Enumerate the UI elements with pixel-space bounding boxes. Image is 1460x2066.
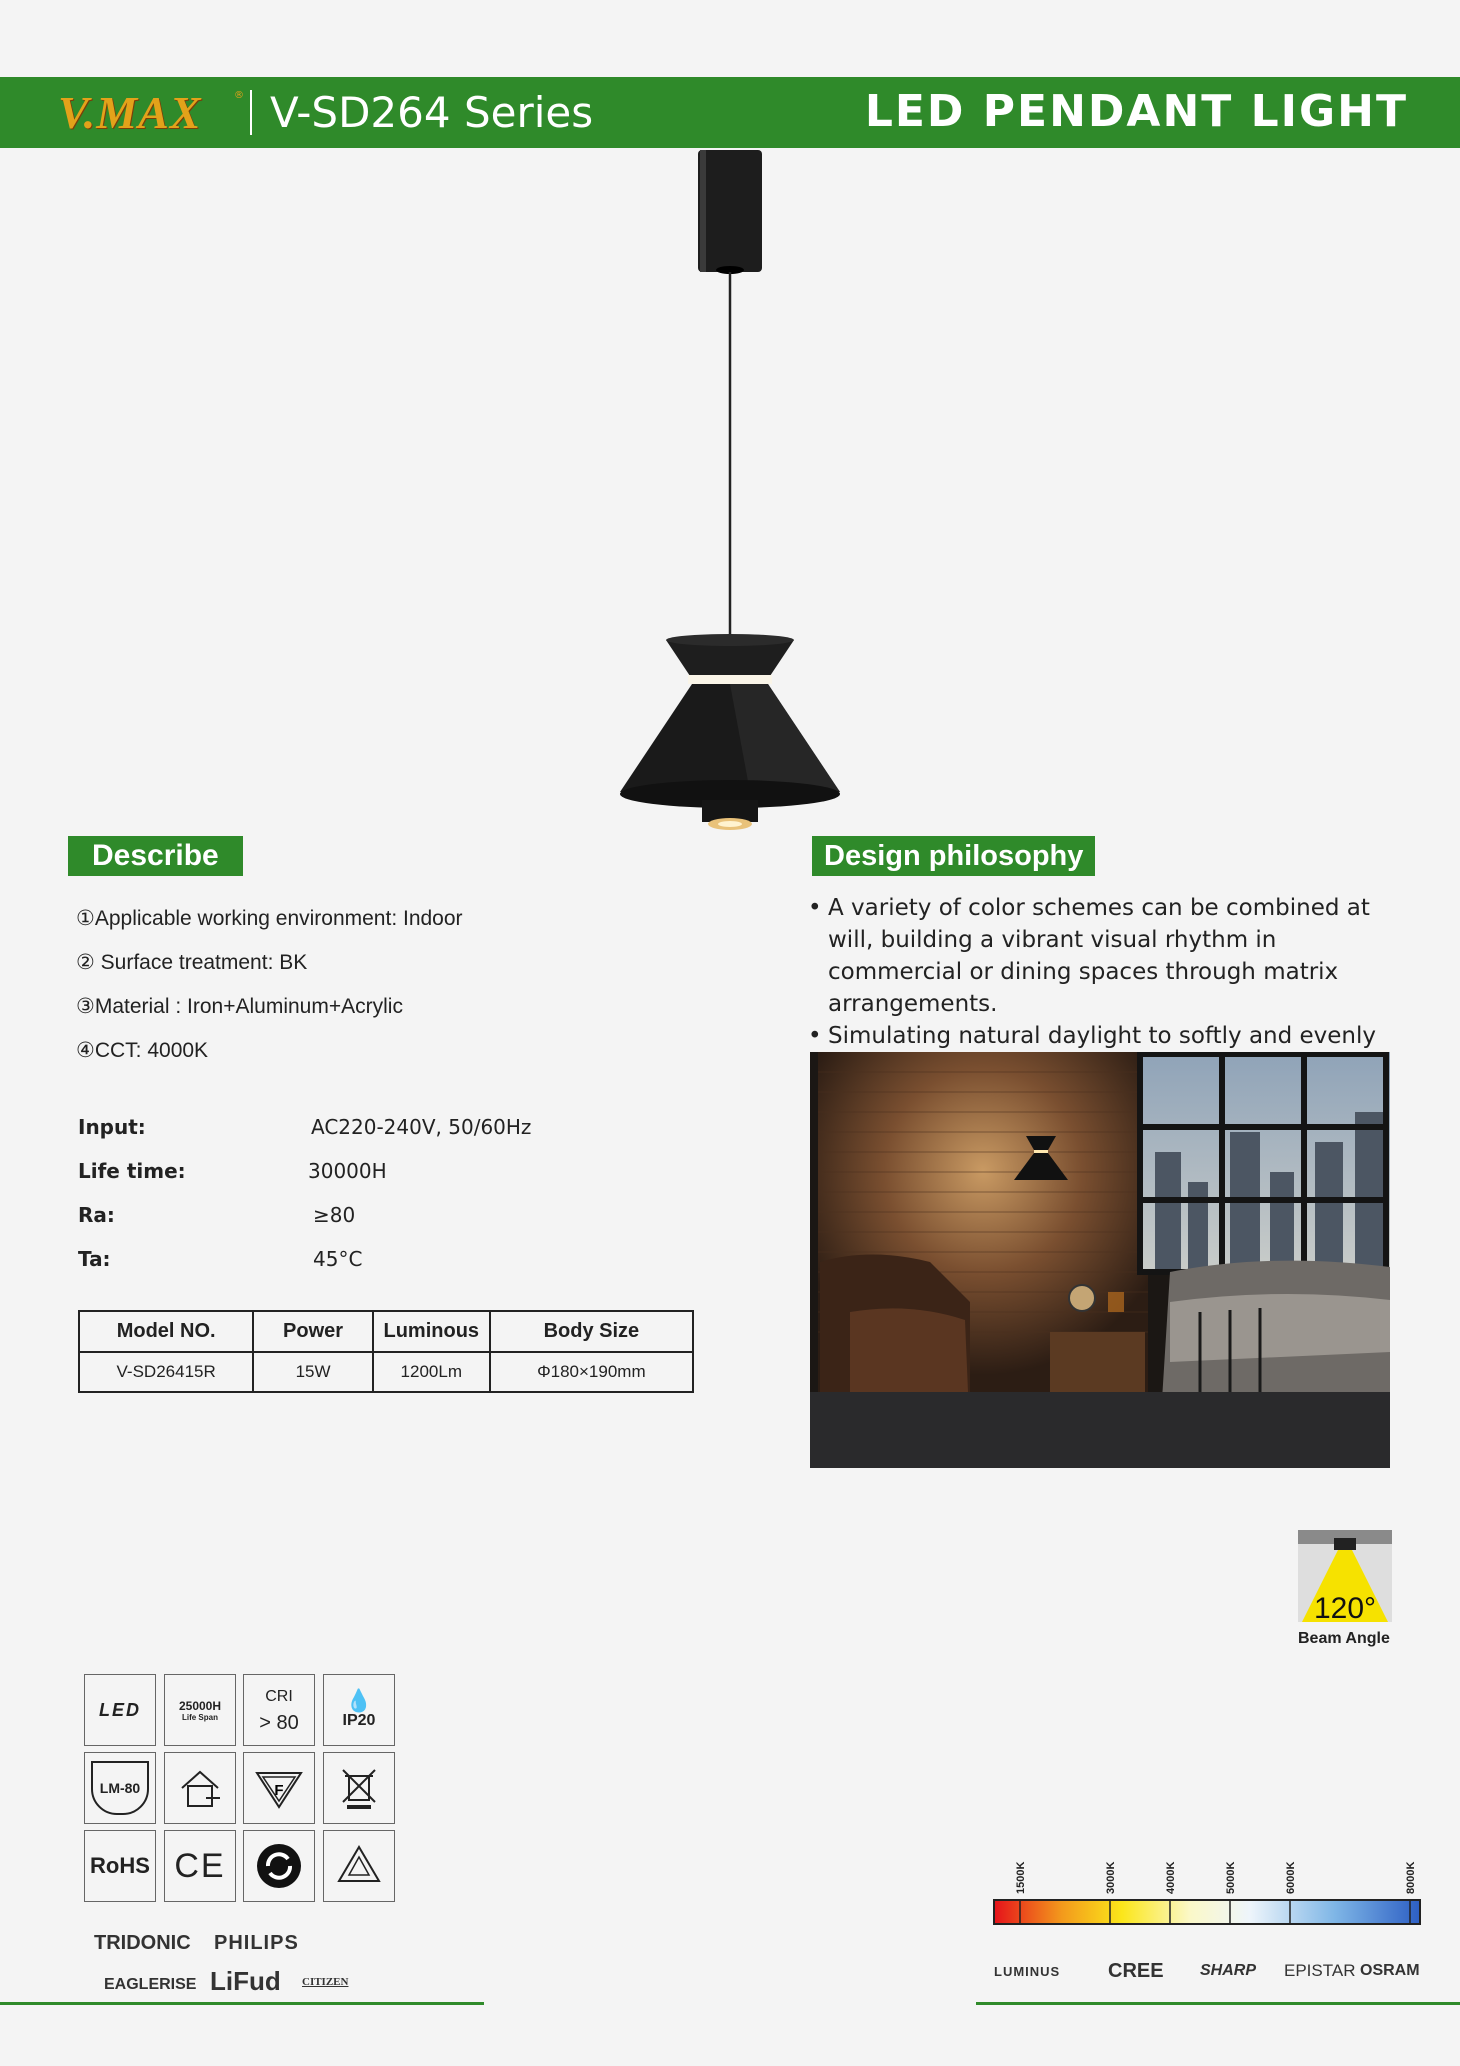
brand-lifud: LiFud (210, 1966, 281, 1996)
cct-gradient-bar (994, 1900, 1420, 1924)
led-icon: LED (84, 1674, 156, 1746)
cct-tick-label: 4000K (1165, 1861, 1177, 1894)
beam-angle-icon (1298, 1530, 1392, 1626)
lifespan-label: Life Span (181, 1712, 218, 1722)
brand-eaglerise: EAGLERISE (104, 1976, 197, 1993)
describe-item-material: ③Material : Iron+Aluminum+Acrylic (76, 995, 403, 1018)
brand-cree: CREE (1108, 1960, 1164, 1982)
spec-key-input: Input: (78, 1115, 146, 1139)
lifespan-number: 25000H (178, 1698, 222, 1713)
cct-tick-label: 6000K (1285, 1861, 1297, 1894)
indoor-house-icon (164, 1752, 236, 1824)
series-title: V-SD264 Series (270, 88, 594, 137)
spec-key-ta: Ta: (78, 1247, 111, 1271)
pendant-lamp-image (600, 148, 860, 838)
lm80-icon (84, 1752, 156, 1824)
table-row (79, 1352, 693, 1392)
cct-scale (990, 1846, 1424, 1936)
recycle-icon (323, 1830, 395, 1902)
cct-tick-label: 8000K (1405, 1861, 1417, 1894)
footer-line-left (0, 2002, 484, 2005)
spec-value-input: AC220-240V, 50/60Hz (311, 1115, 532, 1139)
table-cell: 1200Lm (373, 1352, 490, 1392)
brand-citizen: CITIZEN (302, 1976, 349, 1988)
brand-luminus: LUMINUS (994, 1964, 1061, 1979)
table-header: Power (253, 1311, 373, 1352)
design-bullet: • A variety of color schemes can be combined at will, building a vibrant visual rhythm in commercial or dining spaces through matrix arrangements. (816, 892, 1416, 1020)
brand-tridonic: TRIDONIC (94, 1932, 191, 1954)
cri-label: CRI (265, 1688, 293, 1705)
f-mark-icon (243, 1752, 315, 1824)
cct-tick-label: 5000K (1225, 1861, 1237, 1894)
beam-angle-label: Beam Angle (1298, 1630, 1390, 1647)
product-title: LED PENDANT LIGHT (864, 86, 1408, 137)
registered-mark: ® (234, 90, 244, 101)
ip-rating: IP20 (342, 1712, 376, 1729)
cct-tick-label: 1500K (1015, 1861, 1027, 1894)
ce-icon: CE (164, 1830, 236, 1902)
table-header: Model NO. (79, 1311, 253, 1352)
weee-bin-icon (323, 1752, 395, 1824)
describe-item-surface: ② Surface treatment: BK (76, 951, 308, 974)
model-table (78, 1310, 694, 1393)
rohs-icon: RoHS (84, 1830, 156, 1902)
spec-key-lifetime: Life time: (78, 1159, 186, 1183)
spec-value-lifetime: 30000H (308, 1159, 387, 1183)
brand-sharp: SHARP (1200, 1962, 1257, 1979)
design-heading: Design philosophy (812, 836, 1095, 876)
table-cell: V-SD26415R (79, 1352, 253, 1392)
spec-value-ta: 45°C (313, 1247, 363, 1271)
lifespan-icon (164, 1674, 236, 1746)
f-mark-label: F (274, 1782, 284, 1799)
brand-logo: V.MAX (58, 87, 202, 138)
brand-epistar: EPISTAR (1284, 1961, 1356, 1980)
cct-tick-label: 3000K (1105, 1861, 1117, 1894)
spec-value-ra: ≥80 (313, 1203, 356, 1227)
spec-key-ra: Ra: (78, 1203, 115, 1227)
table-cell: 15W (253, 1352, 373, 1392)
lm80-label: LM-80 (91, 1761, 149, 1815)
table-header-row (79, 1311, 693, 1352)
describe-item-cct: ④CCT: 4000K (76, 1039, 209, 1062)
water-drop-icon: 💧 (345, 1688, 373, 1713)
table-header: Luminous (373, 1311, 490, 1352)
header-divider (250, 90, 252, 135)
beam-angle-value: 120° (1313, 1592, 1377, 1625)
describe-heading: Describe (68, 836, 243, 876)
table-header: Body Size (490, 1311, 693, 1352)
cri-icon (243, 1674, 315, 1746)
brand-philips: PHILIPS (214, 1932, 299, 1954)
green-dot-icon (243, 1830, 315, 1902)
ip20-icon (323, 1674, 395, 1746)
design-bullet: • Simulating natural daylight to softly and evenly (816, 1020, 1416, 1084)
brand-osram: OSRAM (1360, 1962, 1420, 1979)
describe-item-environment: ①Applicable working environment: Indoor (76, 907, 463, 930)
bedroom-scene-photo (810, 1052, 1390, 1468)
table-cell: Φ180×190mm (490, 1352, 693, 1392)
footer-line-right (976, 2002, 1460, 2005)
cri-value: > 80 (259, 1712, 299, 1734)
